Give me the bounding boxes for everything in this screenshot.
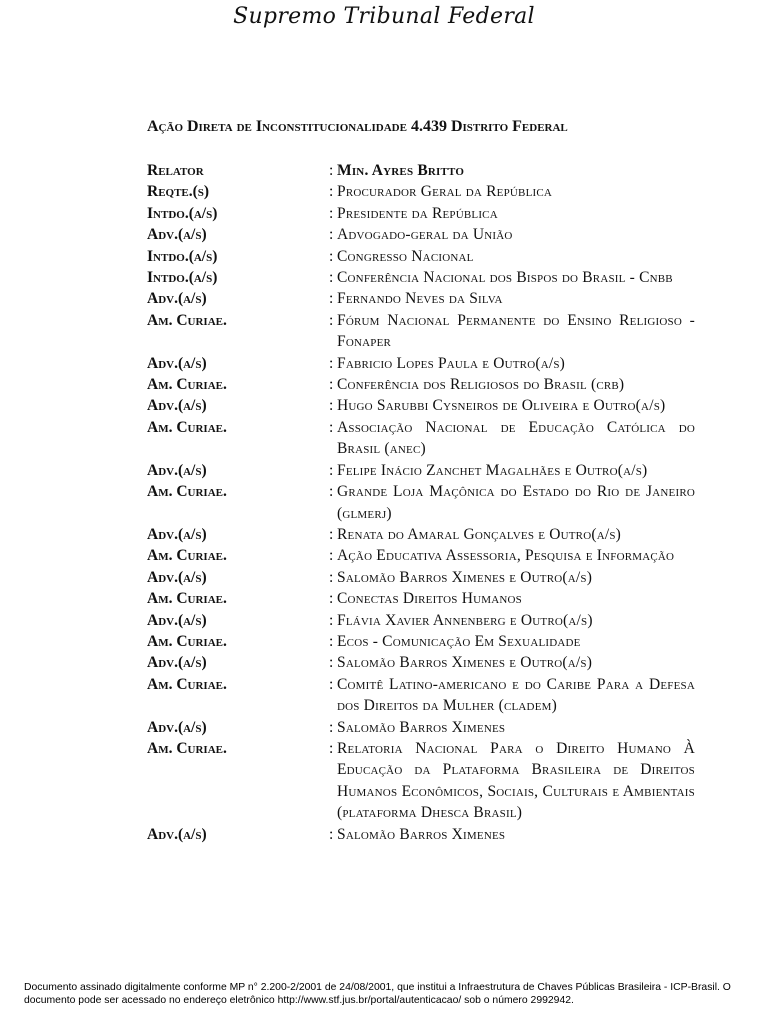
party-colon: : [329,418,334,436]
party-value: Advogado-geral da União [337,226,513,244]
party-row [147,460,695,481]
party-row [147,524,695,545]
party-row [147,824,695,845]
party-row [147,224,695,245]
party-colon: : [329,590,334,608]
party-role: Adv.(a/s) [147,718,207,736]
party-row [147,417,695,460]
party-role: Adv.(a/s) [147,226,207,244]
party-role: Adv.(a/s) [147,654,207,672]
party-value: Fernando Neves da Silva [337,290,503,308]
party-value: Congresso Nacional [337,247,474,265]
party-role: Am. Curiae. [147,632,227,650]
party-row [147,631,695,652]
party-value: Ação Educativa Assessoria, Pesquisa e Informação [337,547,675,565]
party-colon: : [329,397,334,415]
party-value: Associação Nacional de Educação Católica do Brasil (anec) [337,418,695,458]
party-colon: : [329,204,334,222]
party-role: Adv.(a/s) [147,525,207,543]
party-value: Relatoria Nacional Para o Direito Humano À Educação da Plataforma Brasileira de Direitos Humanos Econômicos, Sociais, Culturais e Ambientais (plataforma Dhesca Brasil) [337,739,695,822]
party-colon: : [329,825,334,843]
party-colon: : [329,718,334,736]
party-row [147,674,695,717]
party-value: Grande Loja Maçônica do Estado do Rio de Janeiro (glmerj) [337,483,695,522]
party-value: Conferência Nacional dos Bispos do Brasil - Cnbb [337,269,673,287]
party-row [147,246,695,267]
party-row [147,610,695,631]
party-role: Reqte.(s) [147,183,210,201]
party-value: Procurador Geral da República [337,183,553,201]
party-value: Conferência dos Religiosos do Brasil (crb) [337,376,625,394]
party-colon: : [329,354,334,372]
party-colon: : [329,547,334,565]
party-role: Am. Curiae. [147,675,227,693]
party-colon: : [329,162,334,179]
party-row [147,160,695,181]
party-role: Am. Curiae. [147,376,227,394]
party-value: Hugo Sarubbi Cysneiros de Oliveira e Outro(a/s) [337,397,666,415]
party-colon: : [329,183,334,201]
party-colon: : [329,226,334,244]
party-row [147,588,695,609]
party-role: Am. Curiae. [147,311,227,329]
party-role: Am. Curiae. [147,418,227,436]
party-colon: : [329,311,334,329]
party-row [147,738,695,824]
party-value: Ecos - Comunicação Em Sexualidade [337,632,581,650]
party-colon: : [329,525,334,543]
party-row [147,652,695,673]
party-colon: : [329,739,334,757]
party-value: Salomão Barros Ximenes [337,825,506,843]
party-role: Adv.(a/s) [147,290,207,308]
party-row [147,567,695,588]
party-row [147,545,695,566]
party-row [147,374,695,395]
party-value: Fórum Nacional Permanente do Ensino Religioso - Fonaper [337,311,695,351]
party-role: Am. Curiae. [147,739,227,757]
party-value: Salomão Barros Ximenes e Outro(a/s) [337,654,593,672]
document-title: Ação Direta de Inconstitucionalidade 4.439 Distrito Federal [147,118,568,135]
party-value: Salomão Barros Ximenes e Outro(a/s) [337,568,593,586]
party-role: Adv.(a/s) [147,825,207,843]
party-value: Conectas Direitos Humanos [337,590,522,608]
party-colon: : [329,611,334,629]
party-colon: : [329,675,334,693]
party-row [147,481,695,524]
party-role: Am. Curiae. [147,483,227,501]
party-colon: : [329,247,334,265]
party-value: Flávia Xavier Annenberg e Outro(a/s) [337,611,593,629]
party-row [147,717,695,738]
party-value: Fabricio Lopes Paula e Outro(a/s) [337,354,566,372]
party-role: Am. Curiae. [147,547,227,565]
party-row [147,203,695,224]
party-role: Adv.(a/s) [147,354,207,372]
party-role: Intdo.(a/s) [147,247,218,265]
party-colon: : [329,269,334,287]
party-colon: : [329,632,334,650]
digital-signature-notice: Documento assinado digitalmente conforme MP n° 2.200-2/2001 de 24/08/2001, que institui a Infraestrutura de Chaves Públicas Brasileira - ICP-Brasil. O documento pode ser acessado no endereço eletrônico http://www.stf.jus.br/portal/autenticacao/ sob o número 2992942. [24,982,731,1006]
party-value: Salomão Barros Ximenes [337,718,506,736]
party-colon: : [329,568,334,586]
party-colon: : [329,654,334,672]
party-row [147,181,695,202]
party-row [147,267,695,288]
party-role: Relator [147,162,204,179]
party-role: Adv.(a/s) [147,397,207,415]
party-role: Am. Curiae. [147,590,227,608]
party-role: Intdo.(a/s) [147,269,218,287]
party-value: Felipe Inácio Zanchet Magalhães e Outro(a/s) [337,461,648,479]
party-role: Intdo.(a/s) [147,204,218,222]
party-value: Renata do Amaral Gonçalves e Outro(a/s) [337,525,622,543]
party-row [147,395,695,416]
party-role: Adv.(a/s) [147,611,207,629]
party-value: Comitê Latino-americano e do Caribe Para a Defesa dos Direitos da Mulher (cladem) [337,675,695,715]
party-row [147,288,695,309]
court-name-header: Supremo Tribunal Federal [233,4,535,29]
party-row [147,353,695,374]
party-colon: : [329,483,334,501]
party-colon: : [329,461,334,479]
party-colon: : [329,290,334,308]
party-value: Presidente da República [337,204,498,222]
party-role: Adv.(a/s) [147,461,207,479]
party-colon: : [329,376,334,394]
party-role: Adv.(a/s) [147,568,207,586]
party-row [147,310,695,353]
party-value: Min. Ayres Britto [337,162,465,179]
parties-list [147,160,695,845]
